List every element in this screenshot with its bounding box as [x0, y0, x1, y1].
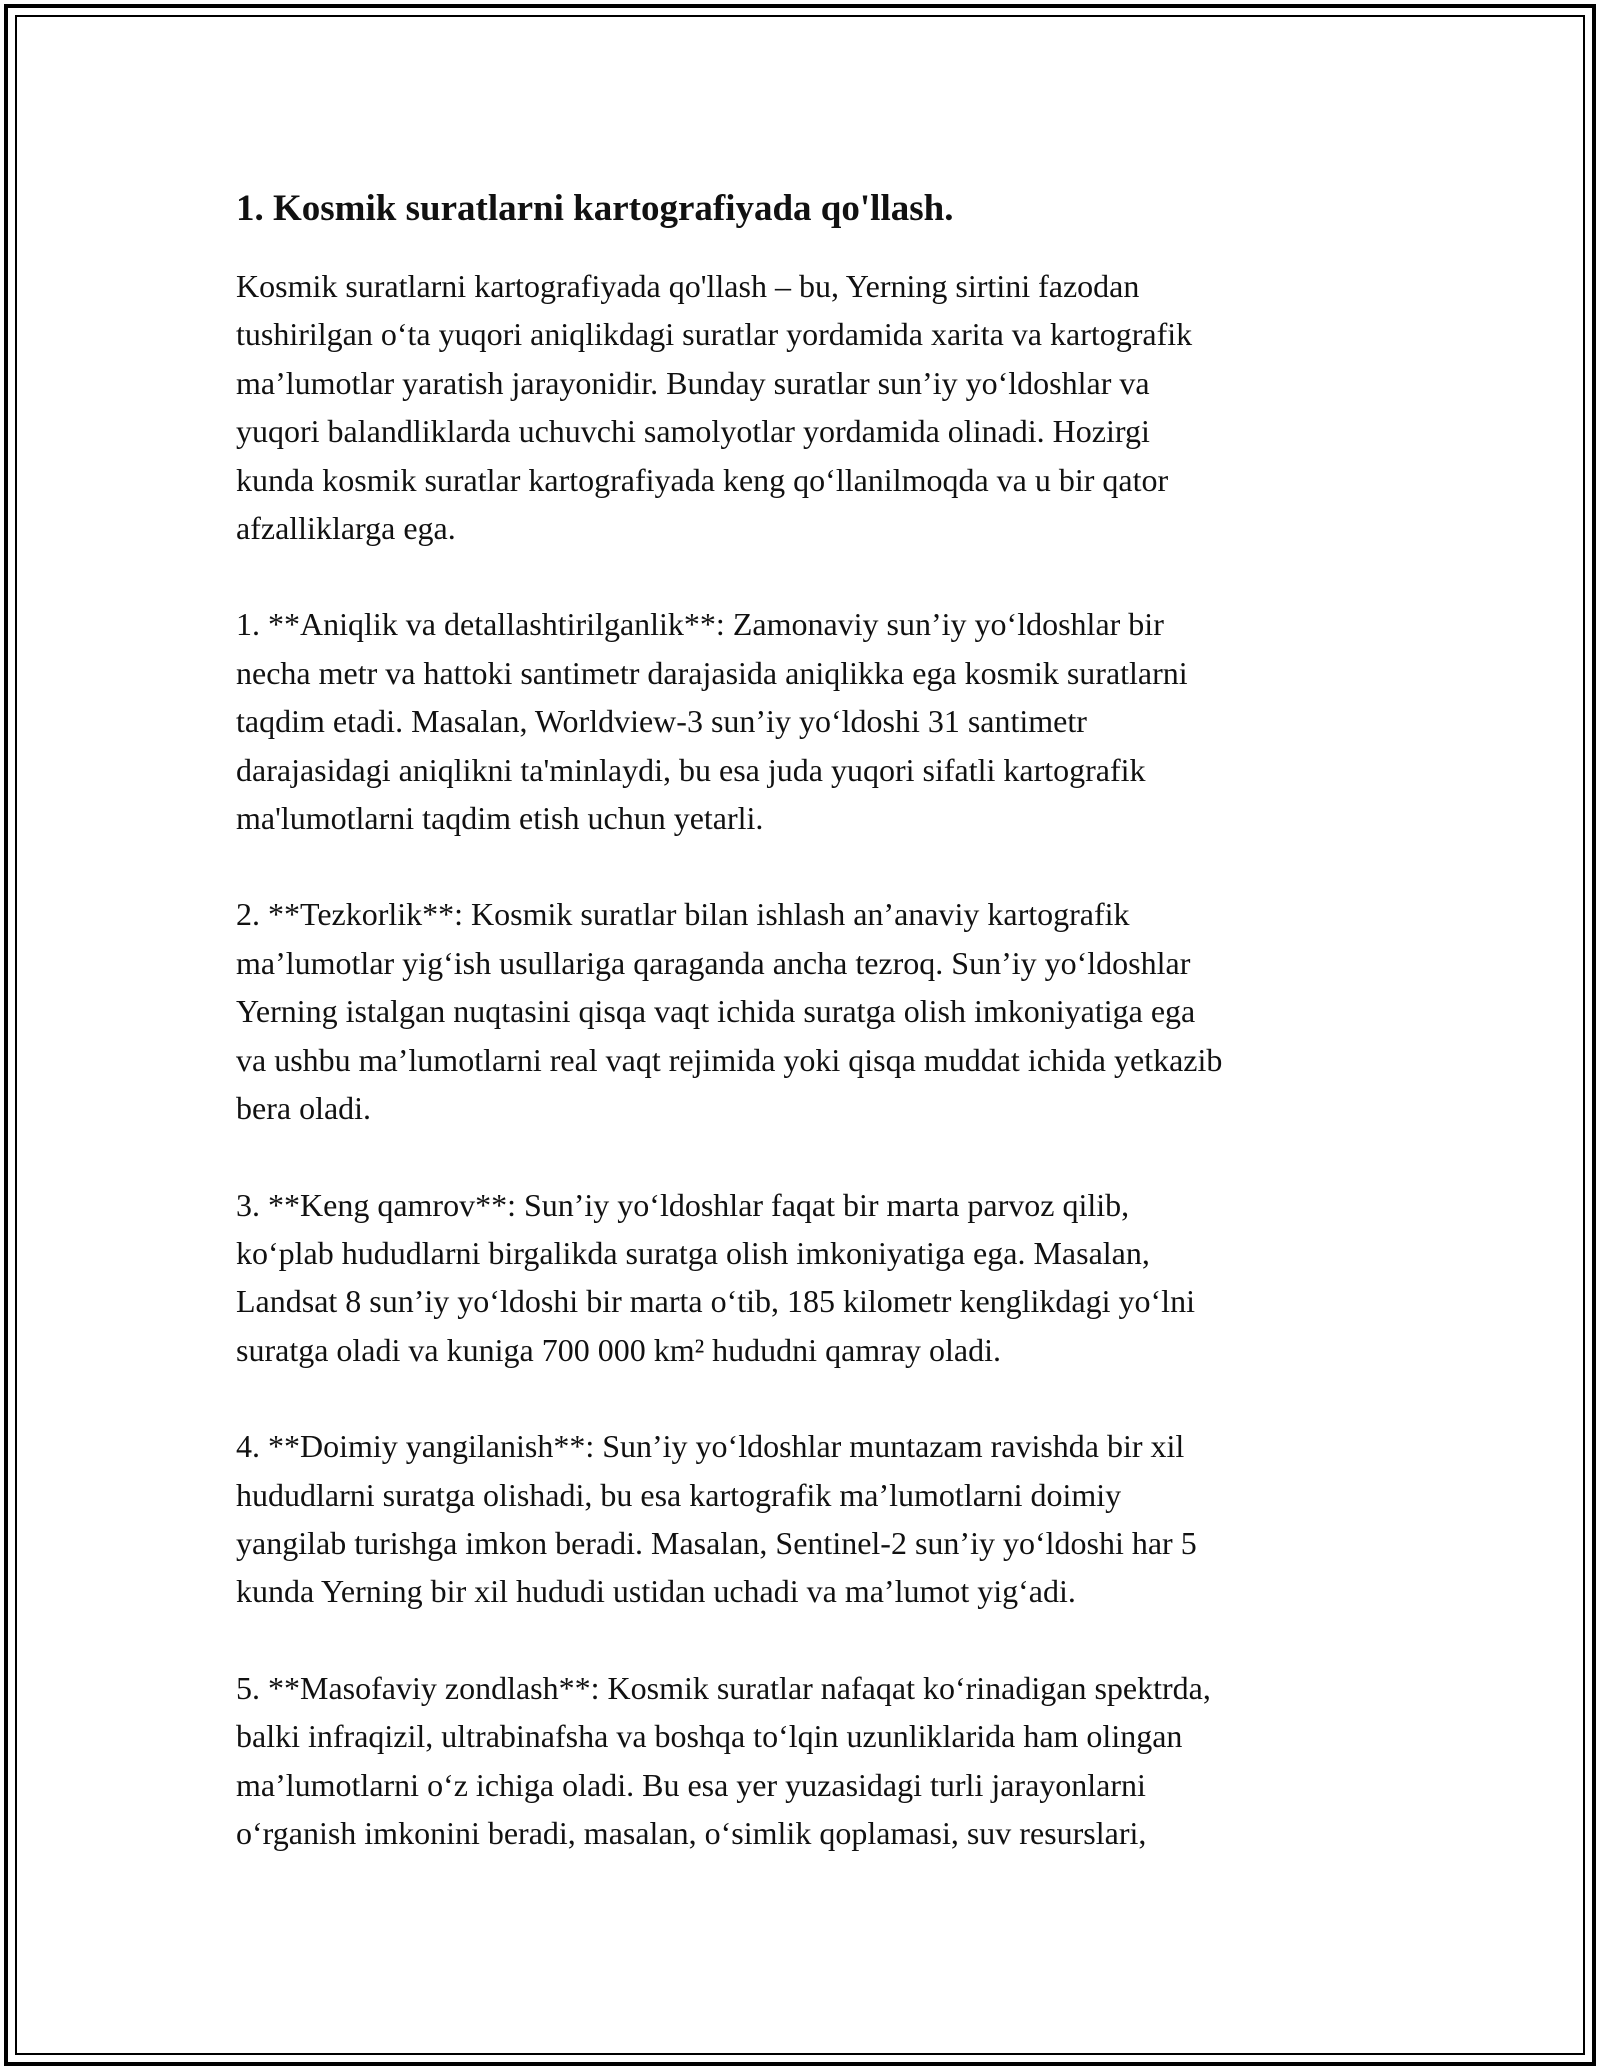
paragraph-speed: 2. **Tezkorlik**: Kosmik suratlar bilan ishlash an’anaviy kartografik ma’lumotlar yig‘ish usullariga qaraganda ancha tezroq. Sun’iy yo‘ldoshlar Yerning istalgan nuqtasini qisqa vaqt ichida suratga olish imkoniyatiga ega va ushbu ma’lumotlarni real vaqt rejimida yoki qisqa muddat ichida yetkazib bera oladi.: [236, 896, 1223, 1127]
paragraph-coverage: 3. **Keng qamrov**: Sun’iy yo‘ldoshlar faqat bir marta parvoz qilib, ko‘plab hududlarni birgalikda suratga olish imkoniyatiga ega. Masalan, Landsat 8 sun’iy yo‘ldoshi bir marta o‘tib, 185 kilometr kenglikdagi yo‘lni suratga oladi va kuniga 700 000 km² hududni qamray oladi.: [236, 1186, 1195, 1368]
paragraph-accuracy: 1. **Aniqlik va detallashtirilganlik**: Zamonaviy sun’iy yo‘ldoshlar bir necha metr va hattoki santimetr darajasida aniqlikka ega kosmik suratlarni taqdim etadi. Masalan, Worldview-3 sun’iy yo‘ldoshi 31 santimetr darajasidagi aniqlikni ta'minlaydi, bu esa juda yuqori sifatli kartografik ma'lumotlarni taqdim etish uchun yetarli.: [236, 606, 1188, 837]
paragraph-updates: 4. **Doimiy yangilanish**: Sun’iy yo‘ldoshlar muntazam ravishda bir xil hududlarni suratga olishadi, bu esa kartografik ma’lumotlarni doimiy yangilab turishga imkon beradi. Masalan, Sentinel-2 sun’iy yo‘ldoshi har 5 kunda Yerning bir xil hududi ustidan uchadi va ma’lumot yig‘adi.: [236, 1428, 1197, 1610]
intro-paragraph: Kosmik suratlarni kartografiyada qo'llash – bu, Yerning sirtini fazodan tushirilgan o‘ta yuqori aniqlikdagi suratlar yordamida xarita va kartografik ma’lumotlar yaratish jarayonidir. Bunday suratlar sun’iy yo‘ldoshlar va yuqori balandliklarda uchuvchi samolyotlar yordamida olinadi. Hozirgi kunda kosmik suratlar kartografiyada keng qo‘llanilmoqda va u bir qator afzalliklarga ega.: [236, 268, 1193, 547]
paragraph-remote-sensing: 5. **Masofaviy zondlash**: Kosmik suratlar nafaqat ko‘rinadigan spektrda, balki infraqizil, ultrabinafsha va boshqa to‘lqin uzunliklarida ham olingan ma’lumotlarni o‘z ichiga oladi. Bu esa yer yuzasidagi turli jarayonlarni o‘rganish imkonini beradi, masalan, o‘simlik qoplamasi, suv resurslari,: [236, 1669, 1211, 1851]
document-body: [236, 186, 1376, 1905]
document-title: 1. Kosmik suratlarni kartografiyada qo'llash.: [236, 188, 954, 229]
